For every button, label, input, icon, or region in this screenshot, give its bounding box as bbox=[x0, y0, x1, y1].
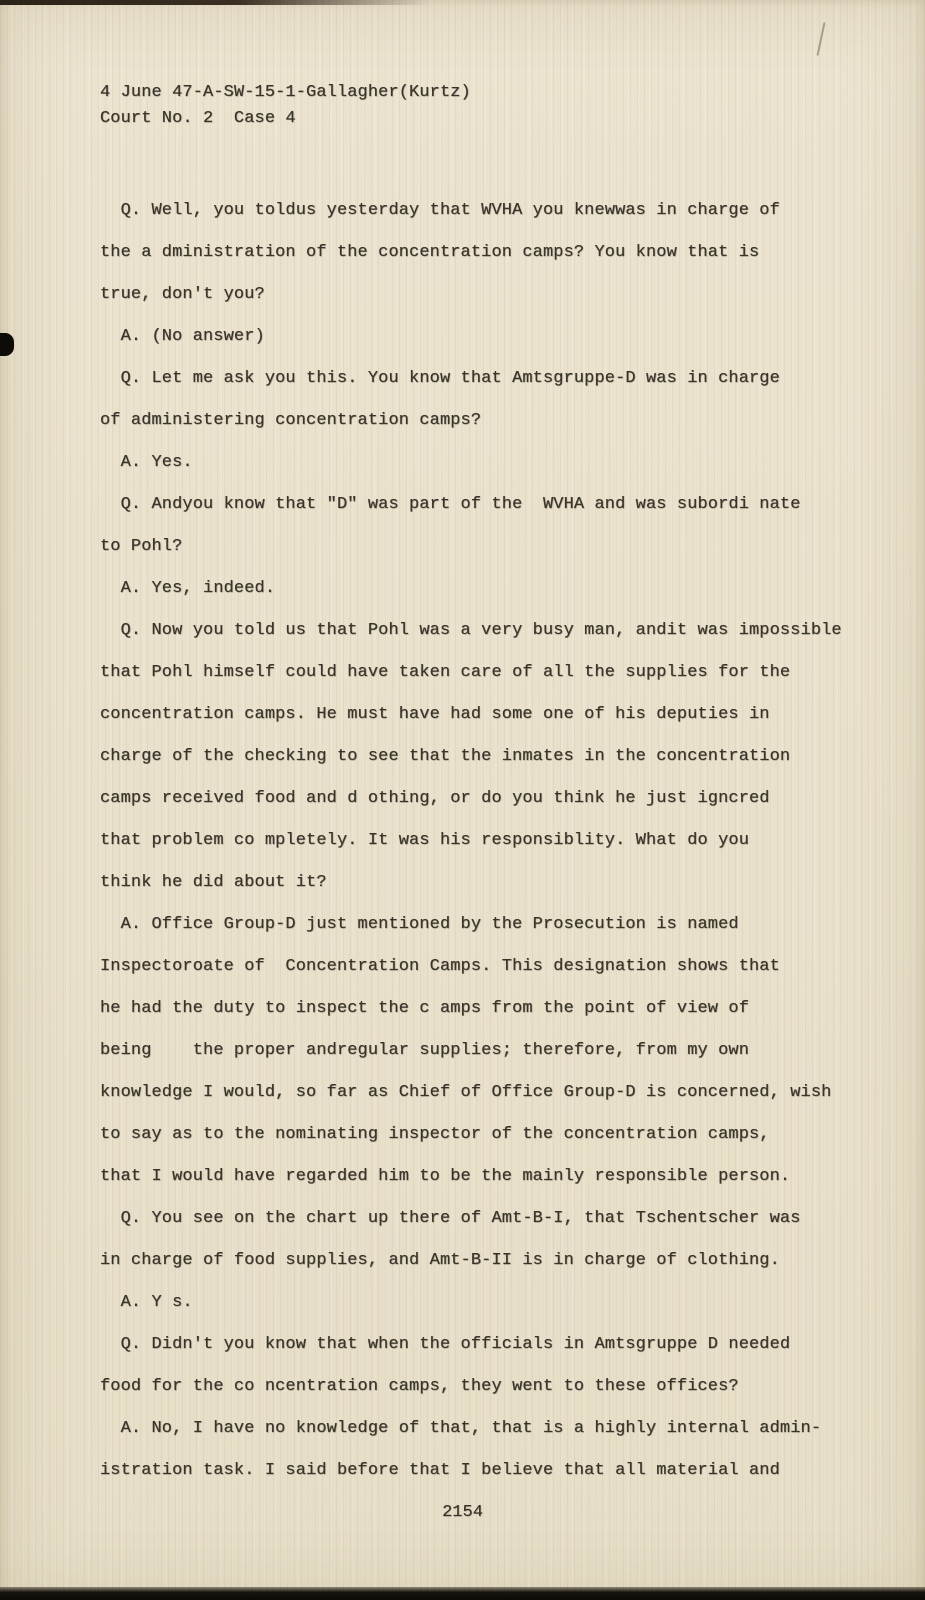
header-line: 4 June 47-A-SW-15-1-Gallagher(Kurtz) bbox=[100, 83, 471, 102]
transcript-line: food for the co ncentration camps, they went to these offices? bbox=[100, 1377, 739, 1396]
transcript-line: knowledge I would, so far as Chief of Office Group-D is concerned, wish bbox=[100, 1083, 832, 1102]
transcript-line: A. No, I have no knowledge of that, that is a highly internal admin- bbox=[100, 1419, 822, 1438]
transcript-line: being the proper andregular supplies; therefore, from my own bbox=[100, 1041, 750, 1060]
transcript-line: Q. Now you told us that Pohl was a very busy man, andit was impossible bbox=[100, 621, 842, 640]
transcript-line: he had the duty to inspect the c amps from the point of view of bbox=[100, 999, 750, 1018]
transcript-line: A. Y s. bbox=[100, 1293, 193, 1312]
top-scan-edge-mark bbox=[0, 0, 430, 5]
left-edge-ink-blob bbox=[0, 333, 14, 356]
transcript-line: A. (No answer) bbox=[100, 327, 265, 346]
transcript-line: in charge of food supplies, and Amt-B-II is in charge of clothing. bbox=[100, 1251, 780, 1270]
transcript-line: camps received food and d othing, or do you think he just igncred bbox=[100, 789, 770, 808]
transcript-body bbox=[100, 190, 890, 1492]
header-line: Court No. 2 Case 4 bbox=[100, 109, 296, 128]
transcript-line: that problem co mpletely. It was his responsiblity. What do you bbox=[100, 831, 750, 850]
document-header bbox=[100, 80, 471, 132]
bottom-scan-edge-bar bbox=[0, 1587, 925, 1600]
transcript-line: charge of the checking to see that the inmates in the concentration bbox=[100, 747, 791, 766]
transcript-line: the a dministration of the concentration camps? You know that is bbox=[100, 243, 760, 262]
page-number: 2154 bbox=[442, 1503, 483, 1522]
transcript-line: think he did about it? bbox=[100, 873, 327, 892]
transcript-line: A. Yes, indeed. bbox=[100, 579, 276, 598]
transcript-line: istration task. I said before that I believe that all material and bbox=[100, 1461, 780, 1480]
transcript-line: that I would have regarded him to be the mainly responsible person. bbox=[100, 1167, 791, 1186]
transcript-line: that Pohl himself could have taken care of all the supplies for the bbox=[100, 663, 791, 682]
transcript-line: Q. You see on the chart up there of Amt-B-I, that Tschentscher was bbox=[100, 1209, 801, 1228]
transcript-line: to say as to the nominating inspector of the concentration camps, bbox=[100, 1125, 770, 1144]
transcript-line: Q. Well, you toldus yesterday that WVHA you knewwas in charge of bbox=[100, 201, 780, 220]
transcript-line: A. Office Group-D just mentioned by the Prosecution is named bbox=[100, 915, 739, 934]
transcript-line: concentration camps. He must have had some one of his deputies in bbox=[100, 705, 770, 724]
transcript-line: Q. Andyou know that "D" was part of the WVHA and was subordi nate bbox=[100, 495, 801, 514]
transcript-line: Inspectoroate of Concentration Camps. This designation shows that bbox=[100, 957, 780, 976]
transcript-line: true, don't you? bbox=[100, 285, 265, 304]
transcript-line: of administering concentration camps? bbox=[100, 411, 482, 430]
transcript-line: Q. Didn't you know that when the officials in Amtsgruppe D needed bbox=[100, 1335, 791, 1354]
transcript-line: A. Yes. bbox=[100, 453, 193, 472]
transcript-line: to Pohl? bbox=[100, 537, 183, 556]
transcript-line: Q. Let me ask you this. You know that Amtsgruppe-D was in charge bbox=[100, 369, 780, 388]
